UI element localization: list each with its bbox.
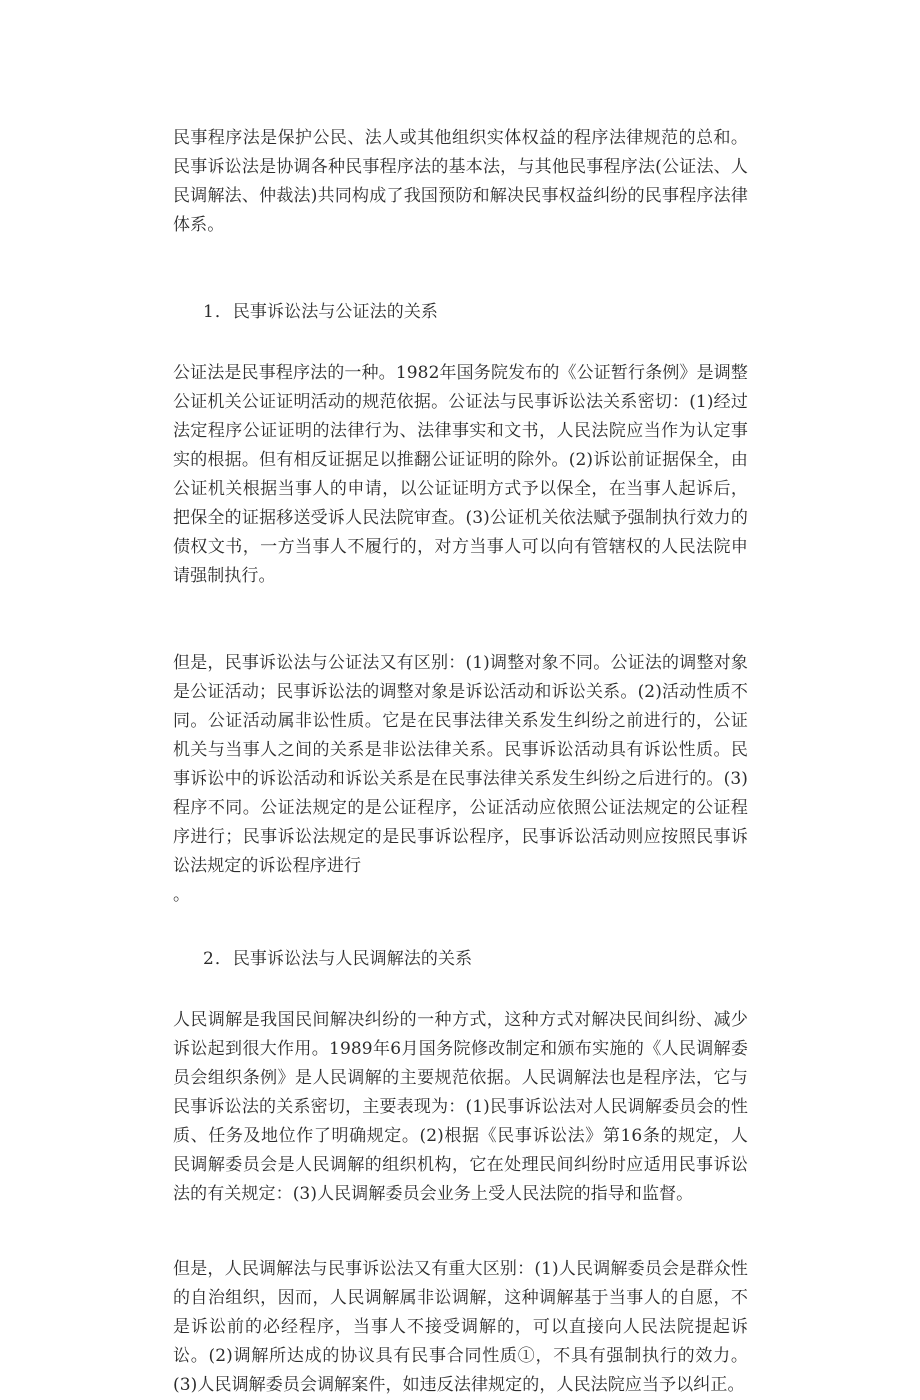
paragraph-intro: 民事程序法是保护公民、法人或其他组织实体权益的程序法律规范的总和。民事诉讼法是协调各种民事程序法的基本法，与其他民事程序法(公证法、人民调解法、仲裁法)共同构成了我国预防和解决民事权益纠纷的民事程序法律体系。 (173, 128, 748, 235)
paragraph-section2-2: 但是，人民调解法与民事诉讼法又有重大区别：(1)人民调解委员会是群众性的自治组织，因而，人民调解属非讼调解，这种调解基于当事人的自愿，不是诉讼前的必经程序，当事人不接受调解的，可以直接向人民法院提起诉讼。(2)调解所达成的协议具有民事合同性质①，不具有强制执行的效力。(3)人民调解委员会调解案件，如违反法律规定的，人民法院应当予以纠正。 (173, 1259, 748, 1395)
section-heading-1-number: 1． (203, 302, 233, 322)
paragraph-section1-2: 但是，民事诉讼法与公证法又有区别：(1)调整对象不同。公证法的调整对象是公证活动；民事诉讼法的调整对象是诉讼活动和诉讼关系。(2)活动性质不同。公证活动属非讼性质。它是在民事法律关系发生纠纷之前进行的，公证机关与当事人之间的关系是非讼法律关系。民事诉讼活动具有诉讼性质。民事诉讼中的诉讼活动和诉讼关系是在民事法律关系发生纠纷之后进行的。(3)程序不同。公证法规定的是公证程序，公证活动应依照公证法规定的公证程序进行；民事诉讼法规定的是民事诉讼程序，民事诉讼活动则应按照民事诉讼法规定的诉讼程序进行 (173, 653, 748, 876)
paragraph-section2-1: 人民调解是我国民间解决纠纷的一种方式，这种方式对解决民间纠纷、减少诉讼起到很大作用。1989年6月国务院修改制定和颁布实施的《人民调解委员会组织条例》是人民调解的主要规范依据。人民调解法也是程序法，它与民事诉讼法的关系密切，主要表现为：(1)民事诉讼法对人民调解委员会的性质、任务及地位作了明确规定。(2)根据《民事诉讼法》第16条的规定，人民调解委员会是人民调解的组织机构，它在处理民间纠纷时应适用民事诉讼法的有关规定：(3)人民调解委员会业务上受人民法院的指导和监督。 (173, 1010, 748, 1204)
section-heading-1-label: 民事诉讼法与公证法的关系 (232, 302, 439, 322)
document-text-column (173, 124, 748, 1400)
section-heading-2 (173, 945, 748, 974)
section-heading-1 (173, 298, 748, 327)
paragraph-section1-1: 公证法是民事程序法的一种。1982年国务院发布的《公证暂行条例》是调整公证机关公证证明活动的规范依据。公证法与民事诉讼法关系密切：(1)经过法定程序公证证明的法律行为、法律事实和文书，人民法院应当作为认定事实的根据。但有相反证据足以推翻公证证明的除外。(2)诉讼前证据保全，由公证机关根据当事人的申请，以公证证明方式予以保全，在当事人起诉后，把保全的证据移送受诉人民法院审查。(3)公证机关依法赋予强制执行效力的债权文书，一方当事人不履行的，对方当事人可以向有管辖权的人民法院申请强制执行。 (173, 363, 748, 586)
section-heading-2-label: 民事诉讼法与人民调解法的关系 (232, 949, 473, 969)
section-heading-2-number: 2． (203, 949, 233, 969)
paragraph-section1-2-trailing-period: 。 (173, 885, 191, 905)
